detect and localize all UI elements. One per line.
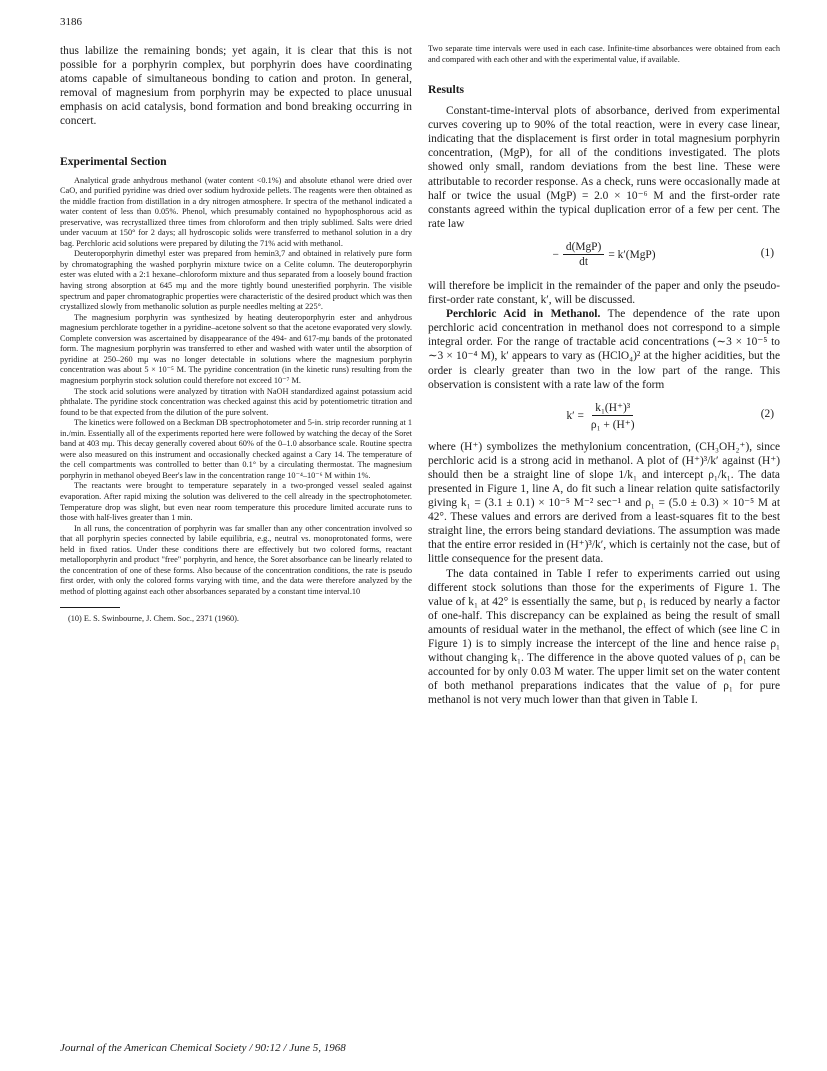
- right-column: [428, 44, 780, 707]
- eq1-rhs: = k′(MgP): [608, 248, 656, 261]
- perchloric-acid-text: The dependence of the rate upon perchloric acid concentration in methanol does not correspond to a simple integral order. For the range of tractable acid concentrations (∼3 × 10⁻⁵ to ∼3 × 10⁻⁴ M), k′ appears to vary as (HClO₄)² at the higher acidities, but the order is clearly greater than two in the low part of the range. This observation is consistent with a rate law of the form: [428, 308, 780, 391]
- experimental-paragraph: In all runs, the concentration of porphyrin was far smaller than any other concentration involved so that all porphyrin species connected by labile equilibria, e.g., neutral vs. monoprotonated forms, were held in fixed ratios. Under these conditions there are effectively but two colored forms, reactant metalloporphyrin and product "free" porphyrin, and hence, the Soret absorbance can be linearly related to the concentration of one of these forms. Also because of the concentration conditions, the rate is pseudo first order, with only the colored forms varying with time, and the data were therefore analyzed by the method of plotting against each other absorbances separated by a constant time interval.10: [60, 523, 412, 596]
- eq1-fraction: [563, 241, 604, 268]
- eq2-number: (2): [760, 407, 774, 420]
- experimental-paragraph: The stock acid solutions were analyzed by titration with NaOH standardized against potassium acid phthalate. The pyridine stock concentration was checked against this acid by potentiometric titration and found to be that expected from the dilution of the pure solvent.: [60, 386, 412, 417]
- experimental-paragraph: The reactants were brought to temperature separately in a two-pronged vessel sealed against evaporation. After rapid mixing the solution was delivered to the cell already in the spectrophotometer. Temperature drop was slight, but even near room temperature this procedure limited accurate runs to those with half-lives greater than 1 min.: [60, 481, 412, 523]
- methylonium-paragraph: where (H⁺) symbolizes the methylonium concentration, (CH₃OH₂⁺), since perchloric acid is a strong acid in methanol. A plot of (H⁺)³/k′ against (H⁺) should then be a straight line of slope 1/k₁ and intercept ρ₁/k₁. The data presented in Figure 1, line A, do fit such a linear relation quite satisfactorily giving k₁ = (3.1 ± 0.1) × 10⁻⁵ M⁻² sec⁻¹ and ρ₁ = (5.0 ± 0.3) × 10⁻⁵ M at 42°. These values and errors are derived from a least-squares fit to the best straight line, the errors being standard deviations. The assumption was made that the entire error resided in (H⁺)³/k′, which is certainly not the case, but of little consequence for the present data.: [428, 440, 780, 566]
- experimental-paragraph: The magnesium porphyrin was synthesized by heating deuteroporphyrin ester and anhydrous magnesium perchlorate together in a pyridine–acetone solvent so that the acetone evaporated very slowly. Complete conversion was ascertained by disappearance of the 494- and 617-mμ bands of the protonated form. The magnesium porphyrin was transferred to ether and washed with water until the absorption of pyridine at 250–260 mμ was no longer detectable in solutions where the magnesium porphyrin concentration was about 5 × 10⁻⁵ M. The pyridine concentration (in the kinetic runs) resulting from the magnesium porphyrin stock solution could therefore not exceed 10⁻⁷ M.: [60, 312, 412, 385]
- eq2-denominator: ρ₁ + (H⁺): [590, 419, 635, 432]
- perchloric-acid-paragraph: [428, 307, 780, 392]
- rate-constant-paragraph: will therefore be implicit in the remainder of the paper and only the pseudo-first-order rate constant, k′, will be discussed.: [428, 279, 780, 307]
- perchloric-acid-heading: Perchloric Acid in Methanol.: [446, 308, 601, 321]
- eq2-lhs: k′ =: [566, 409, 584, 422]
- results-paragraph: Constant-time-interval plots of absorbance, derived from experimental curves covering up to 90% of the total reaction, were in every case linear, indicating that the displacement is first order in total magnesium porphyrin concentration, (MgP), for all of the conditions investigated. The plots showed only small, random deviations from the best line. These were attributable to recorder response. As a check, runs were occasionally made at half or twice the usual (MgP) = 2.0 × 10⁻⁶ M and the first-order rate constants agreed within the typical duplication error of a few per cent. The rate law: [428, 105, 780, 230]
- results-heading: Results: [428, 83, 465, 97]
- left-column: [60, 44, 412, 625]
- eq1-numerator: d(MgP): [563, 241, 604, 255]
- footnote: (10) E. S. Swinbourne, J. Chem. Soc., 2371 (1960).: [68, 614, 239, 624]
- equation-1: [428, 239, 780, 271]
- eq1-denominator: dt: [579, 256, 589, 269]
- eq2-fraction: [588, 400, 638, 431]
- footnote-rule: [60, 607, 120, 608]
- continued-experimental-text: Two separate time intervals were used in each case. Infinite-time absorbances were obtained from each and compared with each other and with the experimental value, if available.: [428, 44, 780, 64]
- intro-paragraph: thus labilize the remaining bonds; yet again, it is clear that this is not possible for a porphyrin complex, but porphyrin does have coordinating atoms capable of simultaneous bonding to cation and proton. In general, removal of magnesium from porphyrin may be expected to place unusual emphasis on acid catalysis, bond formation and bond breaking occurring in concert.: [60, 45, 412, 128]
- experimental-paragraph: The kinetics were followed on a Beckman DB spectrophotometer and 5-in. strip recorder running at 1 in./min. Essentially all of the experiments reported here were followed by watching the decay of the Soret band at 403 mμ. This decay generally covered about 60% of the 0–1.0 absorbance scale. Routine spectra were also measured on this instrument and occasionally checked against a Cary 14. The temperature of the cell compartments was controlled to better than 0.1° by a circulating thermostat. The magnesium porphyrin in methanol obeyed Beer's law in the concentration range 10⁻⁴–10⁻⁶ M within 1%.: [60, 418, 412, 480]
- eq2-numerator: k₁(H⁺)³: [592, 400, 633, 416]
- journal-footer: Journal of the American Chemical Society / 90:12 / June 5, 1968: [60, 1042, 346, 1054]
- experimental-section-heading: Experimental Section: [60, 154, 167, 168]
- equation-2: [428, 400, 780, 432]
- table-discussion-paragraph: The data contained in Table I refer to experiments carried out using different stock solutions than those for the experiments of Figure 1. The value of k₁ at 42° is essentially the same, but ρ₁ is reduced by nearly a factor of one-half. This discrepancy can be explained as being the result of small amounts of residual water in the methanol, the effect of which (see line C in Figure 1) is to simply increase the intercept of the line and hence raise ρ₁ without changing k₁. The difference in the above quoted values of ρ₁ can be accounted for by only 0.03 M water. The upper limit set on the water content of both methanol preparations indicates that the value of ρ₁ for pure methanol is not very much lower than that given in Table I.: [428, 567, 780, 707]
- experimental-paragraph: Deuteroporphyrin dimethyl ester was prepared from hemin3,7 and obtained in relatively pure form by chromatographing the washed porphyrin mixture twice on a Celite column. The deuteroporphyrin ester was eluted with a 2:1 hexane–chloroform mixture and thus separated from a loosely bound fraction having strong absorption at 645 mμ and the more tightly bound unesterified porphyrin. The visible spectrum and paper chromatographic properties were characteristic of the desired product which was then crystallized slowly from methanolic solution as purple needles melting at 225°.: [60, 249, 412, 312]
- page-number: 3186: [60, 16, 82, 28]
- eq1-sign: −: [552, 248, 559, 261]
- eq1-number: (1): [760, 246, 774, 259]
- experimental-paragraph: Analytical grade anhydrous methanol (water content <0.1%) and absolute ethanol were dried over CaO, and purified pyridine was dried over sodium hydroxide pellets. The reagents were then obtained as the middle fraction from distillation in a dry nitrogen atmosphere. Ir spectra of the methanol indicated a water content of less than 0.05%. Phenol, which presumably contained no hypophosphorous acid as preservative, was recrystallized three times from chloroform and then triply sublimed. Salts were dried under vacuum at 150° for 2 days; all hydroscopic solids were transferred to methanol solution in a dry bag. Perchloric acid solutions were prepared by diluting the 71% acid with methanol.: [60, 175, 412, 248]
